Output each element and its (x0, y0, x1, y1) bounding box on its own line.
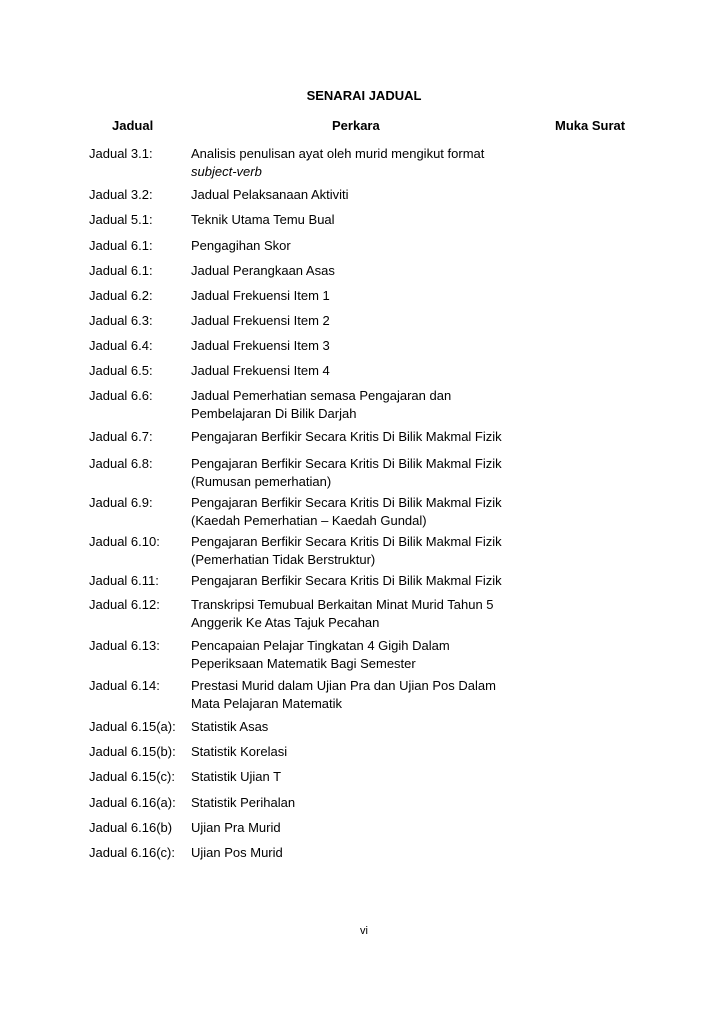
row-description-line: Prestasi Murid dalam Ujian Pra dan Ujian Pos Dalam (191, 678, 496, 693)
row-label: Jadual 6.14: (89, 678, 160, 693)
row-label: Jadual 6.15(a): (89, 719, 176, 734)
row-description-line: Jadual Frekuensi Item 4 (191, 363, 330, 378)
page-title (0, 88, 728, 103)
row-description (191, 211, 531, 229)
row-description (191, 533, 531, 569)
row-description (191, 262, 531, 280)
row-label: Jadual 6.5: (89, 363, 153, 378)
row-description (191, 237, 531, 255)
row-label: Jadual 6.1: (89, 238, 153, 253)
row-description (191, 637, 531, 673)
page-number: vi (360, 925, 368, 937)
row-description (191, 494, 531, 530)
row-description-line: Jadual Frekuensi Item 3 (191, 338, 330, 353)
row-label: Jadual 5.1: (89, 212, 153, 227)
row-description (191, 387, 531, 423)
row-description-line: (Pemerhatian Tidak Berstruktur) (191, 552, 376, 567)
row-description-line: Pengagihan Skor (191, 238, 291, 253)
row-description (191, 572, 531, 590)
row-label: Jadual 6.9: (89, 495, 153, 510)
row-description (191, 186, 531, 204)
row-description-line: subject-verb (191, 164, 262, 179)
row-label: Jadual 3.1: (89, 146, 153, 161)
row-description-line: Jadual Frekuensi Item 2 (191, 313, 330, 328)
row-label: Jadual 6.8: (89, 456, 153, 471)
row-description (191, 768, 531, 786)
row-description-line: Pengajaran Berfikir Secara Kritis Di Bilik Makmal Fizik (191, 429, 502, 444)
table-header (0, 118, 728, 136)
row-label: Jadual 6.13: (89, 638, 160, 653)
row-description-line: Jadual Pelaksanaan Aktiviti (191, 187, 349, 202)
row-description (191, 428, 531, 446)
row-description (191, 312, 531, 330)
row-description-line: Anggerik Ke Atas Tajuk Pecahan (191, 615, 380, 630)
row-label: Jadual 3.2: (89, 187, 153, 202)
page-title-text: SENARAI JADUAL (306, 88, 422, 103)
row-description (191, 455, 531, 491)
row-description (191, 677, 531, 713)
row-description-line: Statistik Perihalan (191, 795, 296, 810)
row-description-line: (Rumusan pemerhatian) (191, 474, 332, 489)
row-description (191, 362, 531, 380)
row-description-line: Pengajaran Berfikir Secara Kritis Di Bilik Makmal Fizik (191, 456, 502, 471)
row-label: Jadual 6.16(c): (89, 845, 175, 860)
row-description (191, 145, 531, 181)
row-label: Jadual 6.3: (89, 313, 153, 328)
row-label: Jadual 6.4: (89, 338, 153, 353)
header-jadual: Jadual (112, 118, 154, 133)
row-label: Jadual 6.6: (89, 388, 153, 403)
row-description (191, 287, 531, 305)
row-description-line: Jadual Frekuensi Item 1 (191, 288, 330, 303)
row-label: Jadual 6.7: (89, 429, 153, 444)
row-description (191, 718, 531, 736)
row-description-line: Pengajaran Berfikir Secara Kritis Di Bilik Makmal Fizik (191, 573, 502, 588)
row-label: Jadual 6.11: (89, 573, 159, 588)
row-description (191, 337, 531, 355)
header-perkara: Perkara (332, 118, 380, 133)
page-footer (0, 925, 728, 937)
row-label: Jadual 6.12: (89, 597, 160, 612)
row-description (191, 844, 531, 862)
row-description-line: Ujian Pra Murid (191, 820, 281, 835)
row-description-line: Peperiksaan Matematik Bagi Semester (191, 656, 416, 671)
row-description-line: Pengajaran Berfikir Secara Kritis Di Bilik Makmal Fizik (191, 534, 502, 549)
row-description (191, 819, 531, 837)
row-label: Jadual 6.2: (89, 288, 153, 303)
row-label: Jadual 6.15(b): (89, 744, 176, 759)
row-label: Jadual 6.16(b) (89, 820, 173, 835)
row-description-line: Ujian Pos Murid (191, 845, 283, 860)
row-description (191, 596, 531, 632)
row-description-line: Mata Pelajaran Matematik (191, 696, 343, 711)
row-description-line: Teknik Utama Temu Bual (191, 212, 335, 227)
header-muka-surat: Muka Surat (555, 118, 626, 133)
row-description-line: Statistik Korelasi (191, 744, 288, 759)
row-description-line: Statistik Asas (191, 719, 269, 734)
row-description-line: (Kaedah Pemerhatian – Kaedah Gundal) (191, 513, 427, 528)
row-description (191, 794, 531, 812)
row-description-line: Statistik Ujian T (191, 769, 282, 784)
row-description-line: Transkripsi Temubual Berkaitan Minat Murid Tahun 5 (191, 597, 494, 612)
row-description-line: Analisis penulisan ayat oleh murid mengikut format (191, 146, 485, 161)
row-label: Jadual 6.1: (89, 263, 153, 278)
row-label: Jadual 6.16(a): (89, 795, 176, 810)
row-description-line: Jadual Perangkaan Asas (191, 263, 335, 278)
row-label: Jadual 6.15(c): (89, 769, 175, 784)
row-description-line: Pembelajaran Di Bilik Darjah (191, 406, 357, 421)
row-description (191, 743, 531, 761)
row-description-line: Jadual Pemerhatian semasa Pengajaran dan (191, 388, 452, 403)
row-description-line: Pengajaran Berfikir Secara Kritis Di Bilik Makmal Fizik (191, 495, 502, 510)
row-description-line: Pencapaian Pelajar Tingkatan 4 Gigih Dalam (191, 638, 450, 653)
row-label: Jadual 6.10: (89, 534, 160, 549)
